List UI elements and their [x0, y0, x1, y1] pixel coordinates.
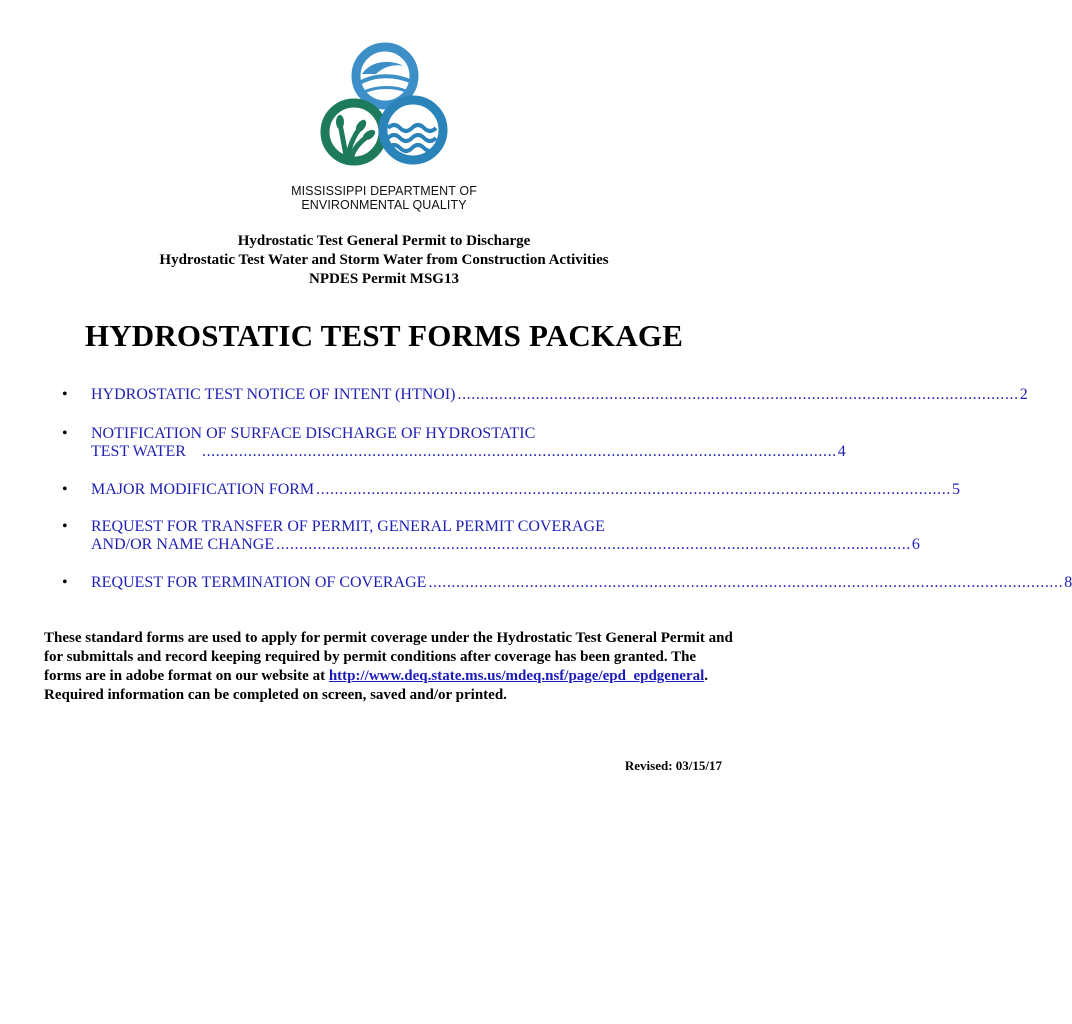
- bullet-icon: •: [62, 518, 68, 535]
- dot-leader: ..........................................................................................................................................: [428, 574, 1064, 591]
- dot-leader: ..........................................................................................................................................: [201, 443, 837, 460]
- toc-item-label-cont: TEST WATER: [91, 443, 186, 460]
- toc-item-label: REQUEST FOR TERMINATION OF COVERAGE: [91, 574, 427, 591]
- toc-item-label: HYDROSTATIC TEST NOTICE OF INTENT (HTNOI): [91, 386, 456, 403]
- toc-item-label-cont: AND/OR NAME CHANGE: [91, 536, 275, 553]
- dot-leader: ..........................................................................................................................: [457, 386, 1019, 403]
- toc-item-label: MAJOR MODIFICATION FORM: [91, 481, 315, 498]
- dot-leader: ..........................................................................................................................................: [276, 536, 911, 553]
- toc-page-number: 2: [1019, 386, 1028, 403]
- permit-subtitle: Hydrostatic Test Water and Storm Water from Construction Activities: [159, 252, 609, 268]
- paragraph-text-before: These standard forms are used to apply for permit coverage under the Hydrostatic Test General Permit and for submittals and record keeping required by permit conditions after coverage has been granted. The forms are in adobe format on our website at: [44, 630, 733, 684]
- toc-page-number: 5: [951, 481, 960, 498]
- toc-item-termination[interactable]: [62, 574, 1072, 594]
- bullet-icon: •: [62, 386, 68, 403]
- mdeq-logo: [318, 44, 448, 176]
- toc-page-number: 8: [1064, 574, 1072, 591]
- agency-name-line2: ENVIRONMENTAL QUALITY: [301, 198, 467, 212]
- toc-page-number: 4: [837, 443, 846, 460]
- bullet-icon: •: [62, 574, 68, 591]
- bullet-icon: •: [62, 425, 68, 442]
- dot-leader: ..........................................................................................................................................: [316, 481, 951, 498]
- website-link[interactable]: http://www.deq.state.ms.us/mdeq.nsf/page/epd_epdgeneral: [328, 668, 705, 684]
- toc-item-label: NOTIFICATION OF SURFACE DISCHARGE OF HYDROSTATIC: [91, 425, 536, 442]
- toc-item-major-modification[interactable]: [62, 481, 960, 501]
- bullet-icon: •: [62, 481, 68, 498]
- toc-page-number: 6: [911, 536, 920, 553]
- revised-date: Revised: 03/15/17: [624, 758, 722, 773]
- toc-item-label: REQUEST FOR TRANSFER OF PERMIT, GENERAL PERMIT COVERAGE: [91, 518, 605, 535]
- permit-title: Hydrostatic Test General Permit to Discharge: [237, 233, 531, 249]
- page-title: HYDROSTATIC TEST FORMS PACKAGE: [84, 318, 684, 353]
- agency-name-line1: MISSISSIPPI DEPARTMENT OF: [291, 184, 477, 198]
- instructions-paragraph: [44, 629, 734, 705]
- permit-number: NPDES Permit MSG13: [309, 271, 459, 287]
- paragraph-text-after: . Required information can be completed on screen, saved and/or printed.: [44, 668, 709, 703]
- toc-item-surface-discharge[interactable]: [62, 425, 846, 463]
- toc-item-transfer[interactable]: [62, 518, 920, 556]
- toc-item-htnoi[interactable]: [62, 386, 1028, 406]
